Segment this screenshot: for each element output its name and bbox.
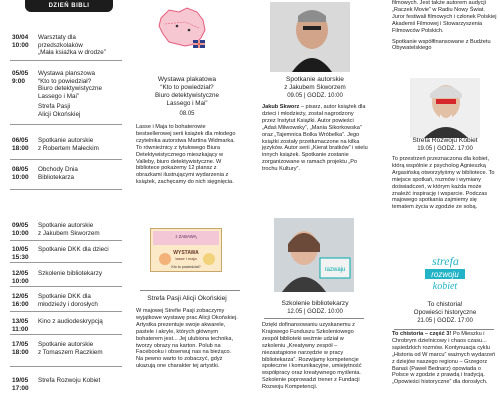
schedule-date: 12/05 10:00 xyxy=(12,270,29,285)
strefa-rozwoju-logo xyxy=(408,246,483,292)
schedule-line: Alicji Okońskiej xyxy=(38,110,81,118)
schedule-date: 17/05 18:00 xyxy=(12,341,29,356)
schedule-line: Strefa Rozwoju Kobiet xyxy=(38,377,101,384)
exhibit-title: Wystawa plakatowa xyxy=(157,76,217,83)
pasji-card xyxy=(132,295,242,400)
skworz-text: – pisarz, autor książek dla dzieci i młodzieży, został nagrodzony przez Instytut Książki. Autor powieści „Adaś Milwowsky”, „Mania Sikorkowska” oraz „Tajemnica Bolka Wróbelka”. Jego książki zostały przetłumaczone na kilka języków. Autor serii „Kierat bratków” i wielu innych książek. Spotkanie zostanie zorganizowane w ramach projektu „Po trochu Kultury”. xyxy=(262,104,368,173)
opowiesci-subtitle: Opowieści historyczne xyxy=(413,309,477,316)
exhibit-description: Lasse i Maja to bohaterowie bestsellerowej serii książek dla młodego czytelnika autorstwa Martina Widmarka. To równieżnicy z tytułowego Biura Detektywistycznego mieszkający w Valleby, biuro detektywistyczne. W bibliotece pokażemy 12 plansz z obrazkami ilustrującymi wydarzenia z książek, zachęcamy do nich sięgnięcia. xyxy=(136,124,236,186)
schedule-line: „Mała ksiażka w drodze” xyxy=(38,49,106,56)
poster-bottom: Kto to powiedział? xyxy=(171,265,201,269)
schedule-date: 12/05 16:00 xyxy=(12,293,29,308)
exhibit-poster xyxy=(150,228,222,272)
divider xyxy=(10,189,122,190)
skworz-date: 09.05 | GODZ. 10:00 xyxy=(287,93,343,99)
schedule-line: Warsztaty dla xyxy=(38,34,76,41)
schedule-date: 13/05 11:00 xyxy=(12,318,29,333)
exhibit-subtitle: Lassego i Mai” xyxy=(166,100,208,107)
schedule-line: Lassego i Mai” xyxy=(38,92,79,100)
skworz-title: Spotkanie autorskie xyxy=(286,76,344,83)
schedule-date: 10/05 15:30 xyxy=(12,246,29,261)
schedule-line: przedszkolaków xyxy=(38,41,83,49)
kobiet-title: Strefa Rozwoju Kobiet xyxy=(412,137,478,144)
svg-text:rozwoju: rozwoju xyxy=(431,270,459,279)
schedule-line: Spotkanie autorskie xyxy=(38,222,94,229)
schedule-text xyxy=(38,270,124,278)
schedule-date: 06/05 18:00 xyxy=(12,137,29,152)
kobiet-card xyxy=(390,137,500,247)
schedule-line: Wystawa planszowa xyxy=(38,70,95,77)
divider xyxy=(10,262,122,263)
schedule-date: 30/04 10:00 xyxy=(12,34,29,49)
schedule-date: 05/05 9:00 xyxy=(12,70,29,85)
top-banner: DZIEŃ BIBLI xyxy=(25,0,113,12)
opowiesci-title: To chistoria! xyxy=(427,301,463,308)
schedule-text xyxy=(38,341,124,356)
schedule-line: “Kto to powiedział? xyxy=(38,77,92,85)
schedule-date: 08/05 10:00 xyxy=(12,166,29,181)
raczek-photo xyxy=(410,78,480,138)
schedule-line: Spotkanie autorskie xyxy=(38,137,94,144)
opowiesci-text: Po Mieszku i Chrobrym dzielnicowy i chaos czasu... sąsiedzkich rozmów. Kontynuacja cyklu „Historia od W marcu” ważnych wydarzeń z dziejów naszego regionu – Grzegorz Banaś (Paweł Bednarz) opowiada o Polsce w zgodzie z prawdą i tradycją. „Opowieści historyczne” dla dorosłych. xyxy=(392,331,496,386)
raczek-portrait-icon xyxy=(410,78,480,138)
szkolenie-description: Dzięki dofinansowaniu uzyskanemu z Krajowego Funduszu Szkoleniowego zespół biblioteki weźmie udział w szkoleniu „Kreatywny zespół – niezastąpione narzędzie w pracy bibliotekarza”. Rozwijamy kompetencje społeczne i komunikacyjne, umiejętność współpracy oraz kreatywnego myślenia. Szkolenie poprowadzi trener z Fundacji Rozwoju Kompetencji. xyxy=(262,322,362,391)
raczek-description: filmowych. Jest także autorem audycji „Raczek Movie” w Radiu Nowy Świat. Juror festiwali filmowych i członek Polskiej Akademii Filmowej i Stowarzyszenia Filmowców Polskich. xyxy=(392,0,497,34)
schedule-line: Spotkanie DKK dla dzieci xyxy=(38,246,109,253)
schedule-text xyxy=(38,34,124,57)
schedule-date: 19/05 17:00 xyxy=(12,377,29,392)
schedule-line: Szkolenie bibliotekarzy xyxy=(38,270,103,277)
kobiet-description: To przestrzeń przeznaczona dla kobiet, którą wspólnie z psycholog Agnieszką Argasińską otworzyłyśmy w bibliotece. To miejsce spotkań, rozmów i wymiany doświadczeń, w którym każda może znaleźć inspirację i wsparcie. Podczas majowego spotkania zajmiemy się tematem życia w zgodzie ze sobą. xyxy=(392,156,495,211)
poster-sub: z ZABAWĄ xyxy=(175,234,197,239)
divider xyxy=(264,318,364,319)
divider xyxy=(10,60,122,61)
schedule-line: z Robertem Małeckim xyxy=(38,144,99,152)
raczek-card-tail xyxy=(390,0,500,60)
szkolenie-title: Szkolenie bibliotekarzy xyxy=(281,300,349,307)
schedule-date: 09/05 10:00 xyxy=(12,222,29,237)
map-icon xyxy=(155,4,210,52)
schedule-text xyxy=(38,70,124,118)
divider xyxy=(10,286,122,287)
author-portrait-icon xyxy=(270,2,350,72)
workshop-icon xyxy=(274,218,354,292)
opowiesci-date: 21.05 | GODZ. 17:00 xyxy=(417,318,473,324)
poster-top: WYSTAWA xyxy=(173,250,199,256)
divider xyxy=(140,290,240,291)
opowiesci-description xyxy=(390,331,500,386)
divider xyxy=(10,366,122,367)
svg-text:kobiet: kobiet xyxy=(432,281,458,292)
poland-map-illustration xyxy=(155,4,210,52)
schedule-text xyxy=(38,377,124,385)
opowiesci-card xyxy=(390,301,500,400)
pasji-description: W majowej Strefie Pasji zobaczymy wyjątkowe wystawę prac Alicji Okońskiej. Artystka prezentuje swoje akwarele, pastele i akryle, których głównym bohaterem jest... Jej ulubiona technika, tworzy obrazy na karton. Polub na Facebooku i obserwuj nas na bieżąco. Na pewno warto to zobaczyć, gdyż ukazują one charakter tej artystki. xyxy=(136,308,238,370)
schedule-text xyxy=(38,137,124,152)
schedule-text xyxy=(38,293,124,308)
schedule-line: Kino z audiodeskrypcją xyxy=(38,318,103,325)
schedule-line: Biuro detektywistyczne xyxy=(38,85,103,92)
pasji-title: Strefa Pasji Alicji Okońskiej xyxy=(147,295,227,302)
raczek-note: Spotkanie współfinansowane z Budżetu Obywatelskiego xyxy=(392,38,491,52)
skworz-description xyxy=(260,104,370,173)
opowiesci-lead: To chistoria – część 3! xyxy=(392,331,452,337)
schedule-text xyxy=(38,246,124,254)
exhibit-subtitle: “Kto to powiedział? xyxy=(160,84,214,91)
poster-mid: lasse i maja xyxy=(175,256,197,261)
szkolenie-date: 12.05 | GODZ. 10:00 xyxy=(287,309,343,315)
schedule-line: Strefa Pasji xyxy=(38,103,71,110)
svg-text:strefa: strefa xyxy=(432,254,459,268)
divider xyxy=(10,159,122,160)
schedule-text xyxy=(38,166,124,181)
exhibit-date: 08.05 xyxy=(179,111,195,117)
kobiet-date: 19.05 | GODZ. 17:00 xyxy=(417,146,473,152)
schedule-line: Obchody Dnia xyxy=(38,166,78,173)
divider xyxy=(10,334,122,335)
schedule-line: Spotkanie DKK dla xyxy=(38,293,91,300)
schedule-line: Spotkanie autorskie xyxy=(38,341,94,348)
szkolenie-card xyxy=(260,300,370,400)
divider xyxy=(10,124,122,125)
divider xyxy=(10,240,122,241)
schedule-line: młodzieży i dorosłych xyxy=(38,300,98,308)
schedule-text xyxy=(38,222,124,237)
divider xyxy=(394,329,494,330)
skworz-photo xyxy=(270,2,350,72)
schedule-line: z Tomaszem Raczkiem xyxy=(38,348,103,356)
skworz-card xyxy=(260,76,370,226)
event-schedule xyxy=(0,0,125,400)
schedule-line: z Jakubem Skworzem xyxy=(38,229,100,237)
schedule-text xyxy=(38,318,124,326)
schedule-line: Bibliotekarza xyxy=(38,173,75,181)
svg-text:razwaju: razwaju xyxy=(324,267,346,273)
workshop-photo xyxy=(274,218,354,292)
skworz-subtitle: z Jakubem Skworzem xyxy=(284,84,346,91)
divider xyxy=(10,311,122,312)
logo-icon xyxy=(408,246,483,292)
exhibit-subtitle: Biuro detektywistyczne xyxy=(154,92,220,99)
skworz-name: Jakub Skworz xyxy=(262,104,300,110)
